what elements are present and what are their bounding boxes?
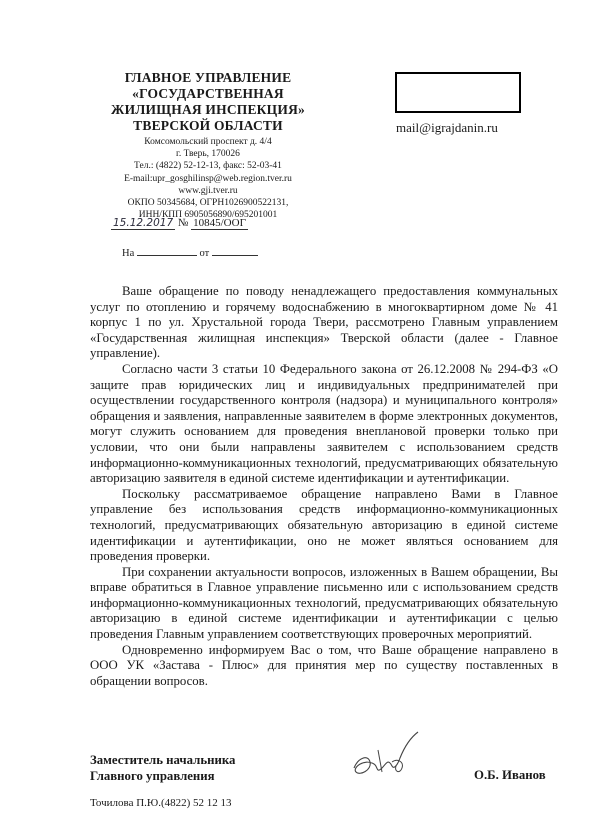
body-paragraph: Ваше обращение по поводу ненадлежащего предоставления коммунальных услуг по отоплению и горячему водоснабжению в многоквартирном доме № 41 корпус 1 по ул. Хрустальной города Твери, рассмотрено Главным управлением «Государственная жилищная инспекция» Тверской области (далее - Главное управление). [90,284,558,361]
recipient-email: mail@igrajdanin.ru [396,120,498,135]
signatory-title-line: Главного управления [90,769,215,783]
blank-number-field [137,246,197,256]
on-label: На [122,248,135,259]
body-paragraph: Поскольку рассматриваемое обращение направлено Вами в Главное управление без использования средств информационно-коммуникационных технологий, предусматривающих обязательную авторизацию в единой системе идентификации и аутентификации, оно не может являться основанием для проведения проверки. [90,486,558,564]
redacted-recipient-box [395,72,521,113]
organization-address [84,136,332,221]
org-line: ГЛАВНОЕ УПРАВЛЕНИЕ [124,70,292,85]
reply-to-line [122,246,258,259]
handwritten-date: 15.12.2017 [113,217,174,229]
website-line: www.gji.tver.ru [178,185,238,196]
address-line: Комсомольский проспект д. 4/4 [144,137,272,147]
executor-contact: Точилова П.Ю.(4822) 52 12 13 [90,797,232,809]
registration-number: 10845/ООГ [193,217,246,229]
from-label: от [199,248,210,259]
signatory-name: О.Б. Иванов [474,768,546,782]
handwritten-signature-icon [348,728,428,786]
organization-name [84,70,332,134]
body-paragraph: Согласно части 3 статьи 10 Федерального закона от 26.12.2008 № 294-ФЗ «О защите прав юридических лиц и индивидуальных предпринимателей при осуществлении государственного контроля (надзора) и муниципального контроля» обращения и заявления, направленные заявителем в форме электронных документов, могут служить основанием для проведения внеплановой проверки только при условии, что они были направлены заявителем с использованием средств информационно-коммуникационных технологий, предусматривающих обязательную авторизацию заявителя в единой системе идентификации и аутентификации. [90,361,558,486]
body-paragraph: При сохранении актуальности вопросов, изложенных в Вашем обращении, Вы вправе обратиться в Главное управление письменно или с использованием средств информационно-коммуникационных технологий, предусматривающих обязательную авторизацию в единой системе идентификации и аутентификации с целью проведения Главным управлением соответствующих проверочных мероприятий. [90,564,558,642]
signatory-title-line: Заместитель начальника [90,753,236,767]
letterhead [84,70,332,221]
address-line: г. Тверь, 170026 [176,149,240,160]
inn-line: ИНН/КПП 6905056890/695201001 [138,210,278,221]
signatory-title [90,752,235,784]
letter-body [90,284,558,689]
number-sign: № [177,217,189,229]
body-paragraph: Одновременно информируем Вас о том, что Ваше обращение направлено в ООО УК «Застава - Плюс» для принятия мер по существу поставленных в обращении вопросов. [90,642,558,688]
org-line: «ГОСУДАРСТВЕННАЯ [132,86,284,101]
blank-date-field [212,246,258,256]
okpo-line: ОКПО 50345684, ОГРН1026900522131, [127,198,289,209]
email-line: E-mail:upr_gosghilinsp@web.region.tver.ru [124,173,292,184]
org-line: ТВЕРСКОЙ ОБЛАСТИ [133,118,283,133]
org-line: ЖИЛИЩНАЯ ИНСПЕКЦИЯ» [111,102,305,117]
registration-line [111,217,248,229]
phone-line: Тел.: (4822) 52-12-13, факс: 52-03-41 [134,161,282,172]
